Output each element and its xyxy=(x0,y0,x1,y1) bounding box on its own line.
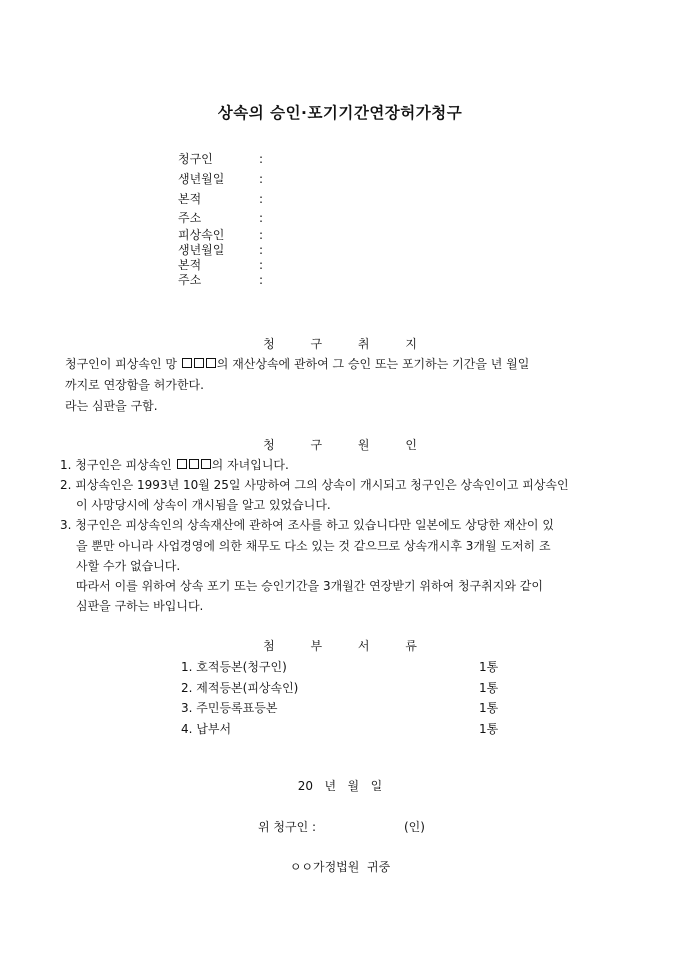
cause-item-2: 2. 피상속인은 1993년 10월 25일 사망하여 그의 상속이 개시되고 청구인은 상속인이고 피상속인 xyxy=(60,478,569,492)
info-label: 청구인 xyxy=(178,152,213,166)
purpose-line: 라는 심판을 구함. xyxy=(65,399,158,413)
seal-mark: (인) xyxy=(404,820,425,834)
purpose-line: 청구인이 피상속인 망 의 재산상속에 관하여 그 승인 또는 포기하는 기간을 년 월일 xyxy=(65,357,530,371)
blank-box-icon xyxy=(189,459,199,469)
blank-box-icon xyxy=(177,459,187,469)
info-label: 생년월일 xyxy=(178,172,225,186)
info-label: 본적 xyxy=(178,258,202,272)
attachment-qty: 1통 xyxy=(479,660,499,674)
attachment-item: 3. 주민등록표등본 xyxy=(181,701,278,715)
attachments-heading: 첨 부 서 류 xyxy=(263,639,417,653)
attachment-qty: 1통 xyxy=(479,722,499,736)
cause-item-3-cont: 사할 수가 없습니다. xyxy=(76,559,181,573)
attachment-qty: 1통 xyxy=(479,701,499,715)
info-row-decedent-domicile: 본적 : xyxy=(178,258,264,272)
info-row-claimant: 청구인 : xyxy=(178,152,264,166)
info-row-birthdate: 생년월일 : xyxy=(178,172,264,186)
info-row-address: 주소 : xyxy=(178,211,264,225)
cause-item-1: 1. 청구인은 피상속인 의 자녀입니다. xyxy=(60,458,289,472)
attachment-item: 2. 제적등본(피상속인) xyxy=(181,681,299,695)
cause-paragraph: 심판을 구하는 바입니다. xyxy=(76,599,204,613)
attachment-item: 4. 납부서 xyxy=(181,722,232,736)
info-row-decedent-birthdate: 생년월일 : xyxy=(178,243,264,257)
blank-box-icon xyxy=(201,459,211,469)
cause-item-3: 3. 청구인은 피상속인의 상속재산에 관하여 조사를 하고 있습니다만 일본에도 상당한 재산이 있 xyxy=(60,518,554,532)
info-row-decedent: 피상속인 : xyxy=(178,228,264,242)
cause-heading: 청 구 원 인 xyxy=(263,438,417,452)
attachment-item: 1. 호적등본(청구인) xyxy=(181,660,287,674)
date-line: 20 년 월 일 xyxy=(297,779,383,793)
document-title: 상속의 승인·포기기간연장허가청구 xyxy=(217,104,463,122)
blank-box-icon xyxy=(182,358,192,368)
info-label: 주소 xyxy=(178,211,202,225)
info-label: 본적 xyxy=(178,192,202,206)
purpose-line: 까지로 연장함을 허가한다. xyxy=(65,378,204,392)
info-label: 피상속인 xyxy=(178,228,225,242)
cause-item-2-cont: 이 사망당시에 상속이 개시됨을 알고 있었습니다. xyxy=(76,498,331,512)
signature-label: 위 청구인 : xyxy=(258,820,317,834)
info-label: 주소 xyxy=(178,273,202,287)
purpose-heading: 청 구 취 지 xyxy=(263,337,417,351)
info-row-domicile: 본적 : xyxy=(178,192,264,206)
cause-paragraph: 따라서 이를 위하여 상속 포기 또는 승인기간을 3개월간 연장받기 위하여 청구취지와 같이 xyxy=(76,579,543,593)
attachment-qty: 1통 xyxy=(479,681,499,695)
blank-box-icon xyxy=(206,358,216,368)
info-row-decedent-address: 주소 : xyxy=(178,273,264,287)
info-label: 생년월일 xyxy=(178,243,225,257)
court-addressee: ㅇㅇ가정법원 귀중 xyxy=(289,860,391,874)
cause-item-3-cont: 을 뿐만 아니라 사업경영에 의한 채무도 다소 있는 것 같으므로 상속개시후 3개월 도저히 조 xyxy=(76,539,551,553)
blank-box-icon xyxy=(194,358,204,368)
